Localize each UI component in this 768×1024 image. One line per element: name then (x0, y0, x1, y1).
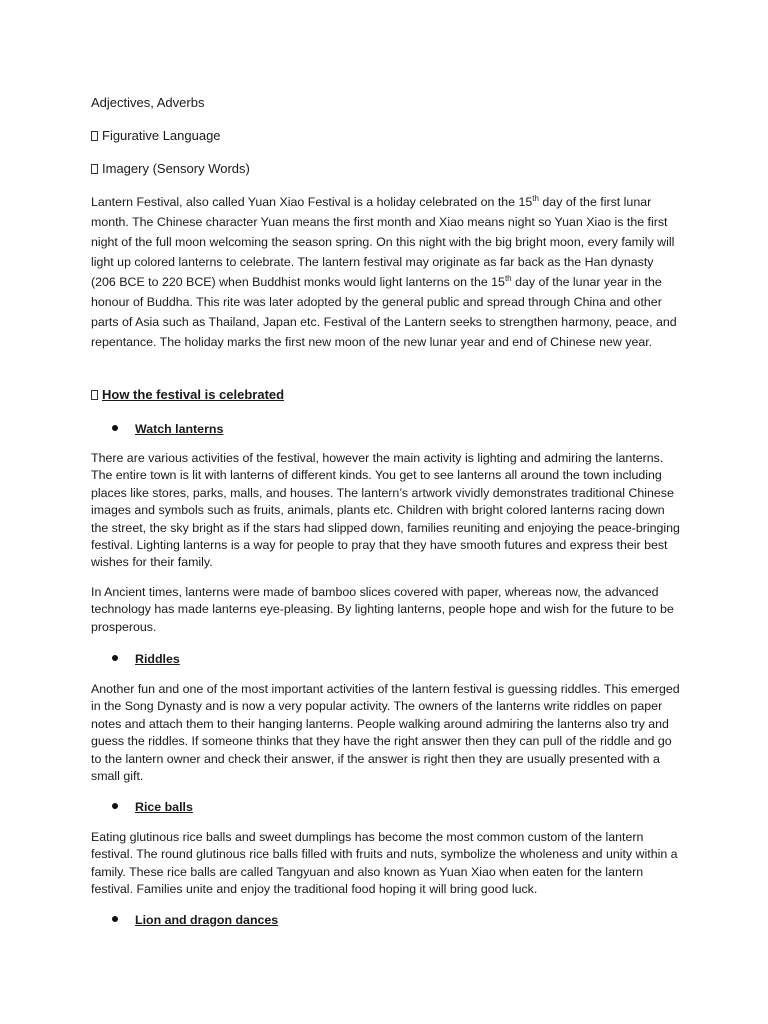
checkbox-glyph-icon (91, 131, 98, 141)
bullet-dot-icon (112, 803, 118, 809)
watch-lanterns-paragraph-1: There are various activities of the festival, however the main activity is lighting and admiring the lanterns. The entire town is lit with lanterns of different kinds. You get to see lanterns all around the town including places like stores, parks, malls, and houses. The lantern’s artwork vividly demonstrates traditional Chinese images and symbols such as fruits, animals, plants etc. Children with bright colored lanterns racing down the street, the sky bright as if the stars had slipped down, families reuniting and enjoying the peace-bringing festival. Lighting lanterns is a way for people to pray that they have smooth futures and express their best wishes for their family. (91, 451, 680, 570)
list-line-adjectives: Adjectives, Adverbs (91, 95, 205, 110)
riddles-paragraph: Another fun and one of the most important activities of the lantern festival is guessing riddles. This emerged in the Song Dynasty and is now a very popular activity. The owners of the lanterns write riddles on paper notes and attach them to their hanging lanterns. People walking around admiring the lanterns also try and guess the riddles. If someone thinks that they have the right answer then they can pull of the riddle and go to the lantern owner and check their answer, if the answer is right then they are usually presented with a small gift. (91, 682, 680, 784)
section-heading: How the festival is celebrated (91, 386, 284, 403)
bullet-dot-icon (112, 655, 118, 661)
list-line-imagery: Imagery (Sensory Words) (91, 160, 250, 177)
list-line-figurative: Figurative Language (91, 127, 221, 144)
bullet-watch-lanterns: Watch lanterns (112, 421, 223, 438)
bullet-lion-dragon-dances: Lion and dragon dances (112, 912, 278, 929)
watch-lanterns-paragraph-2: In Ancient times, lanterns were made of bamboo slices covered with paper, whereas now, the advanced technology has made lanterns eye-pleasing. By lighting lanterns, people hope and wish for the future to be prosperous. (91, 585, 674, 634)
bullet-rice-balls: Rice balls (112, 799, 193, 816)
checkbox-glyph-icon (91, 164, 98, 174)
intro-paragraph: Lantern Festival, also called Yuan Xiao Festival is a holiday celebrated on the 15th day of the first lunar month. The Chinese character Yuan means the first month and Xiao means night so Yuan Xiao is the first night of the full moon welcoming the season spring. On this night with the big bright moon, every family will light up colored lanterns to celebrate. The lantern festival may originate as far back as the Han dynasty (206 BCE to 220 BCE) when Buddhist monks would light lanterns on the 15th day of the lunar year in the honour of Buddha. This rite was later adopted by the general public and spread through China and other parts of Asia such as Thailand, Japan etc. Festival of the Lantern seeks to strengthen harmony, peace, and repentance. The holiday marks the first new moon of the new lunar year and end of Chinese new year. (91, 193, 677, 349)
bullet-dot-icon (112, 425, 118, 431)
bullet-dot-icon (112, 916, 118, 922)
bullet-riddles: Riddles (112, 651, 180, 668)
checkbox-glyph-icon (91, 390, 98, 400)
rice-balls-paragraph: Eating glutinous rice balls and sweet dumplings has become the most common custom of the lantern festival. The round glutinous rice balls filled with fruits and nuts, symbolize the wholeness and unity within a family. These rice balls are called Tangyuan and also known as Yuan Xiao when eaten for the lantern festival. Families unite and enjoy the traditional food hoping it will bring good luck. (91, 830, 678, 897)
